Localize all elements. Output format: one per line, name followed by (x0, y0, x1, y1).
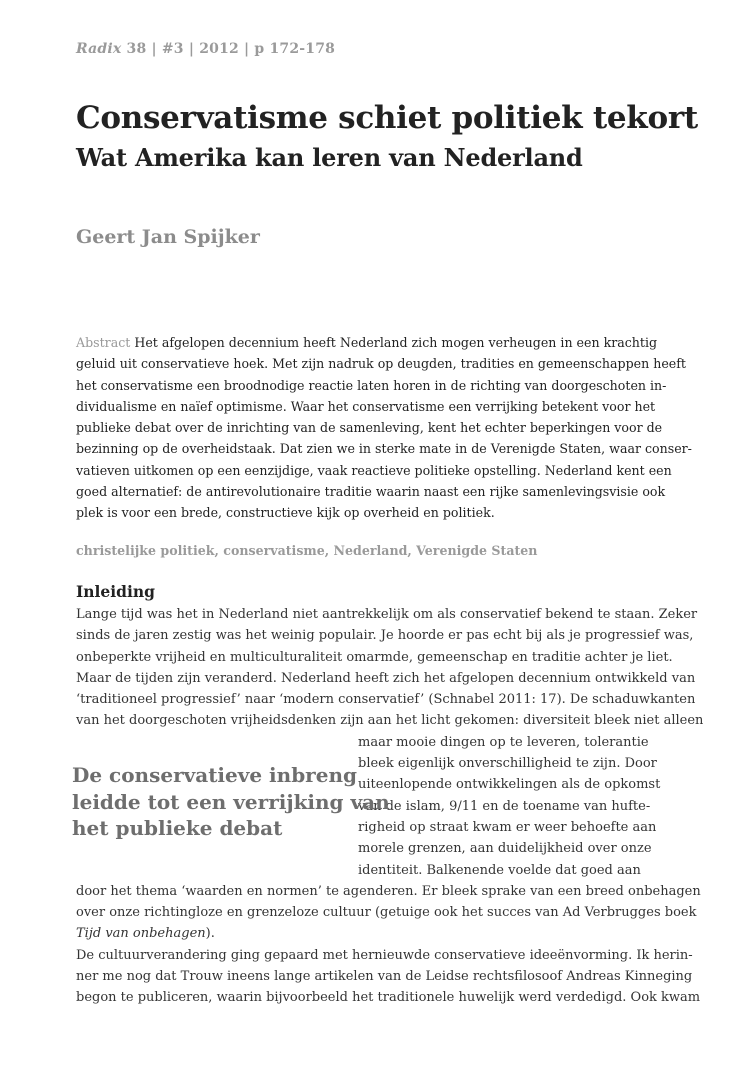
abstract-line: Abstract Het afgelopen decennium heeft Nederland zich mogen verheugen in een krachtig (76, 335, 658, 350)
pull-quote-line: De conservatieve inbreng (72, 763, 357, 787)
abstract-label: Abstract (76, 335, 131, 350)
body-line: Tijd van onbehagen). (76, 926, 215, 942)
author-name: Geert Jan Spijker (76, 226, 260, 248)
abstract-line: geluid uit conservatieve hoek. Met zijn nadruk op deugden, tradities en gemeenschappen heeft (76, 356, 686, 372)
keywords: christelijke politiek, conservatisme, Nederland, Verenigde Staten (76, 543, 538, 558)
body-line: door het thema ‘waarden en normen’ te agenderen. Er bleek sprake van een breed onbehagen (76, 883, 701, 899)
body-line: uiteenlopende ontwikkelingen als de opkomst (358, 777, 661, 793)
abstract-line: dividualisme en naïef optimisme. Waar het conservatisme een verrijking betekent voor het (76, 398, 656, 414)
abstract-line: vatieven uitkomen op een eenzijdige, vaak reactieve politieke opstelling. Nederland kent een (76, 462, 672, 478)
section-heading: Inleiding (76, 582, 155, 601)
body-line: van de islam, 9/11 en de toename van hufte- (358, 798, 651, 814)
body-line: over onze richtingloze en grenzeloze cultuur (getuige ook het succes van Ad Verbrugges boek (76, 905, 697, 921)
body-line: righeid op straat kwam er weer behoefte aan (358, 819, 657, 835)
body-line: Lange tijd was het in Nederland niet aantrekkelijk om als conservatief bekend te staan. Zeker (76, 607, 698, 622)
book-title: Tijd van onbehagen (76, 926, 206, 942)
body-line: ‘traditioneel progressief’ naar ‘modern conservatief’ (Schnabel 2011: 17). De schaduwkanten (76, 692, 696, 708)
body-line: sinds de jaren zestig was het weinig populair. Je hoorde er pas echt bij als je progressief was, (76, 628, 694, 644)
pull-quote-line: leidde tot een verrijking van (72, 789, 390, 814)
body-line: ner me nog dat Trouw ineens lange artikelen van de Leidse rechtsfilosoof Andreas Kinneging (76, 969, 693, 985)
pull-quote (72, 762, 390, 842)
body-line: identiteit. Balkenende voelde dat goed aan (358, 862, 641, 878)
article-subtitle: Wat Amerika kan leren van Nederland (76, 143, 583, 172)
body-line: Maar de tijden zijn veranderd. Nederland heeft zich het afgelopen decennium ontwikkeld van (76, 670, 696, 686)
abstract-line: bezinning op de overheidstaak. Dat zien we in sterke mate in de Verenigde Staten, waar conser- (76, 441, 692, 457)
body-line: van het doorgeschoten vrijheidsdenken zijn aan het licht gekomen: diversiteit bleek niet alleen (76, 713, 704, 729)
abstract-line: publieke debat over de inrichting van de samenleving, kent het echter beperkingen voor de (76, 420, 663, 436)
citation-info: 38 | #3 | 2012 | p 172-178 (121, 41, 336, 57)
abstract-line: goed alternatief: de antirevolutionaire traditie waarin naast een rijke samenlevingsvisie ook (76, 484, 666, 500)
article-title: Conservatisme schiet politiek tekort (76, 100, 698, 136)
body-line: morele grenzen, aan duidelijkheid over onze (358, 841, 652, 857)
body-line: De cultuurverandering ging gepaard met hernieuwde conservatieve ideeënvorming. Ik herin- (76, 947, 693, 963)
body-line: maar mooie dingen op te leveren, tolerantie (358, 734, 649, 750)
body-line: onbeperkte vrijheid en multiculturaliteit omarmde, gemeenschap en traditie achter je liet. (76, 649, 673, 665)
abstract (76, 332, 692, 524)
journal-name: Radix (76, 41, 122, 57)
body-line: bleek eigenlijk onverschilligheid te zijn. Door (358, 756, 657, 772)
running-head (76, 41, 335, 57)
body-line: begon te publiceren, waarin bijvoorbeeld het traditionele huwelijk werd verdedigd. Ook kwam (76, 990, 701, 1006)
abstract-line: plek is voor een brede, constructieve kijk op overheid en politiek. (76, 505, 495, 521)
pull-quote-line: het publieke debat (72, 816, 283, 840)
abstract-line: het conservatisme een broodnodige reactie laten horen in de richting van doorgeschoten in- (76, 377, 667, 393)
